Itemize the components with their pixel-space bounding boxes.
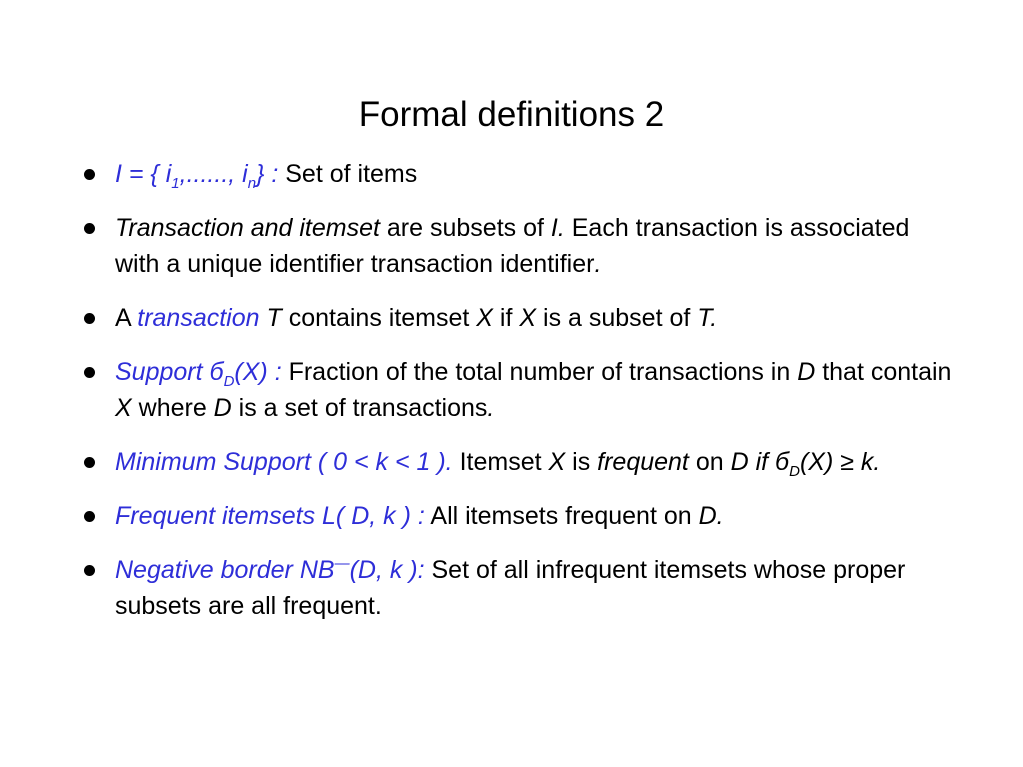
prefix-text: A [115, 304, 138, 332]
var-d-if: D if [730, 448, 769, 476]
definition-text: All itemsets frequent on [424, 502, 699, 530]
slide-title: Formal definitions 2 [358, 95, 665, 134]
definition-text: is [565, 448, 598, 476]
term-support: Support $б_D(X)$ : [115, 358, 282, 390]
list-item-minimum-support [80, 444, 960, 480]
term-transaction: transaction [137, 304, 260, 332]
list-item-transaction-itemset [80, 210, 960, 282]
definition-text: are subsets of [379, 214, 551, 242]
term-minimum-support: Minimum Support ( 0 < k < 1 ). [115, 448, 453, 476]
definition-text: where [131, 394, 214, 422]
var-t: T [259, 304, 282, 332]
definition-text: that contain [815, 358, 952, 386]
list-item-frequent-itemsets [80, 498, 960, 534]
var-x: X [548, 448, 566, 476]
support-condition: $б_D(X) \ge k$. [768, 448, 881, 480]
var-d: D [797, 358, 816, 386]
definition-text: Set of items [278, 160, 418, 188]
definition-text: if [492, 304, 520, 332]
term-negative-border: Negative border NB—(D, k ): [115, 555, 425, 584]
list-item-support [80, 354, 960, 426]
definition-text: Set of all infrequent itemsets whose proper subsets are all frequent. [115, 556, 906, 620]
var-d: D [213, 394, 232, 422]
term-frequent-itemsets: Frequent itemsets L( D, k ) : [115, 502, 425, 530]
bullet-icon [84, 457, 95, 468]
list-item-items-set [80, 156, 960, 192]
definition-text: Itemset [452, 448, 549, 476]
period: . [487, 394, 495, 422]
var-i: I. [550, 214, 565, 242]
definition-text: contains itemset [281, 304, 477, 332]
definition-text: Each transaction is associated with a unique identifier transaction identifier [115, 214, 910, 278]
var-x: X [115, 394, 132, 422]
var-d: D. [698, 502, 724, 530]
term-items: I = { $i_1$,......, $i_n$} : [115, 160, 279, 192]
var-t: T. [697, 304, 718, 332]
var-x: X [519, 304, 537, 332]
list-item-negative-border [80, 552, 960, 624]
definition-text: Fraction of the total number of transactions in [281, 358, 798, 386]
var-x: X [476, 304, 493, 332]
definitions-list [80, 156, 960, 642]
definition-text: is a set of transactions [231, 394, 488, 422]
bullet-icon [84, 367, 95, 378]
definition-text: on [688, 448, 731, 476]
word-frequent: frequent [597, 448, 689, 476]
bullet-icon [84, 511, 95, 522]
period: . [594, 250, 602, 278]
bullet-icon [84, 169, 95, 180]
definition-text: is a subset of [536, 304, 698, 332]
term-transaction-itemset: Transaction and itemset [115, 214, 380, 242]
bullet-icon [84, 223, 95, 234]
bullet-icon [84, 313, 95, 324]
bullet-icon [84, 565, 95, 576]
list-item-contains [80, 300, 960, 336]
